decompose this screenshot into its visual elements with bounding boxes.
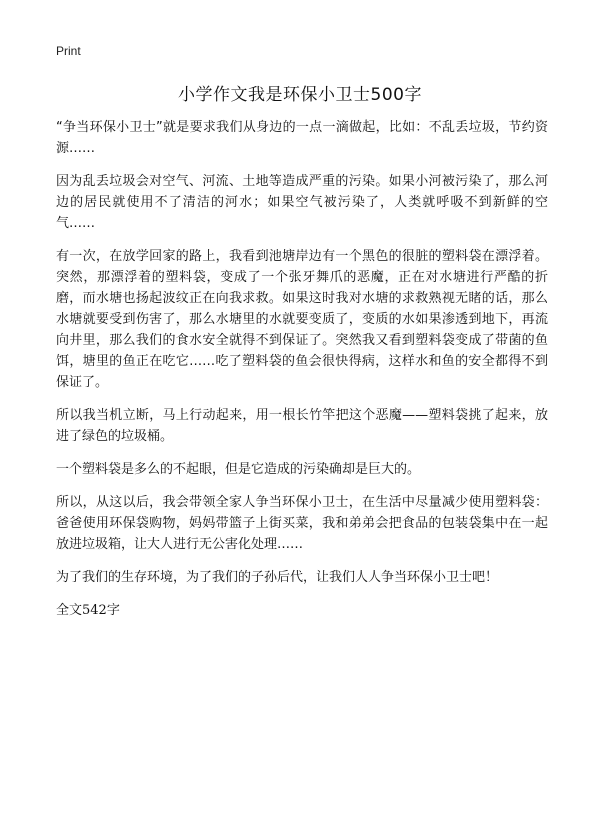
paragraph-7: 为了我们的生存环境，为了我们的子孙后代，让我们人人争当环保小卫士吧！ [56,570,499,585]
word-count: 全文542字 [56,603,120,618]
paragraph-1: “争当环保小卫士”就是要求我们从身边的一点一滴做起，比如：不乱丢垃圾，节约资源…… [56,120,548,156]
print-link[interactable]: Print [56,44,81,58]
paragraph-2: 因为乱丢垃圾会对空气、河流、土地等造成严重的污染。如果小河被污染了，那么河边的居民就使用不了清洁的河水；如果空气被污染了，人类就呼吸不到新鲜的空气…… [56,174,548,231]
paragraph-3: 有一次，在放学回家的路上，我看到池塘岸边有一个黑色的很脏的塑料袋在漂浮着。突然，那漂浮着的塑料袋，变成了一个张牙舞爪的恶魔，正在对水塘进行严酷的折磨，而水塘也扬起波纹正在向我求救。如果这时我对水塘的求救熟视无睹的话，那么水塘就要受到伤害了，那么水塘里的水就要变质了，变质的水如果渗透到地下，再流向井里，那么我们的食水安全就得不到保证了。突然我又看到塑料袋变成了带菌的鱼饵，塘里的鱼正在吃它……吃了塑料袋的鱼会很快得病，这样水和鱼的安全都得不到保证了。 [56,249,548,390]
paragraph-6: 所以，从这以后，我会带领全家人争当环保小卫士，在生活中尽量减少使用塑料袋：爸爸使用环保袋购物，妈妈带篮子上街买菜，我和弟弟会把食品的包装袋集中在一起放进垃圾箱，让大人进行无公害化处理…… [56,495,548,552]
article-title: 小学作文我是环保小卫士500字 [178,85,422,105]
paragraph-5: 一个塑料袋是多么的不起眼，但是它造成的污染确却是巨大的。 [56,462,421,477]
article-body [56,117,548,621]
paragraph-4: 所以我当机立断，马上行动起来，用一根长竹竿把这个恶魔——塑料袋挑了起来，放进了绿色的垃圾桶。 [56,408,548,444]
